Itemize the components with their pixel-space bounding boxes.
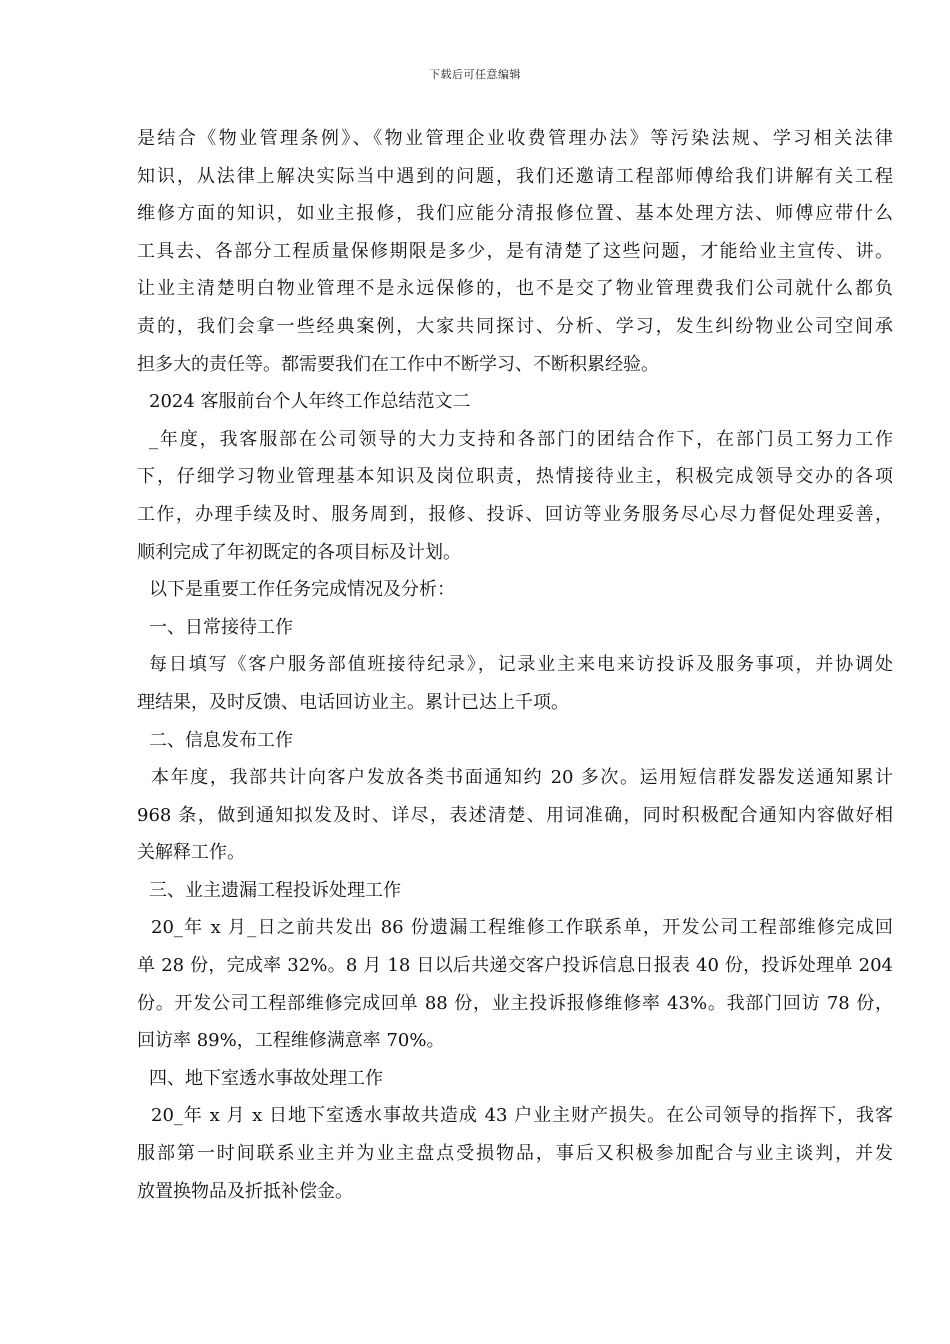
text-line: 理结果，及时反馈、电话回访业主。累计已达上千项。 xyxy=(137,691,569,713)
text-line: 份。开发公司工程部维修完成回单 88 份，业主投诉报修维修率 43%。我部门回访 78 份， xyxy=(137,992,893,1014)
page-header: 下载后可任意编辑 xyxy=(429,68,521,81)
text-line: 知识，从法律上解决实际当中遇到的问题，我们还邀请工程部师傅给我们讲解有关工程 xyxy=(137,165,893,187)
text-line: 工具去、各部分工程质量保修期限是多少，是有清楚了这些问题，才能给业主宣传、讲。 xyxy=(137,240,893,262)
section-heading: 三、业主遗漏工程投诉处理工作 xyxy=(149,879,401,901)
text-line: 工作，办理手续及时、服务周到，报修、投诉、回访等业务服务尽心尽力督促处理妥善， xyxy=(137,503,893,525)
document-body xyxy=(137,120,893,1210)
section-heading: 一、日常接待工作 xyxy=(149,616,293,638)
text-line: 是结合《物业管理条例》、《物业管理企业收费管理办法》等污染法规、学习相关法律 xyxy=(137,128,893,149)
text-line: 以下是重要工作任务完成情况及分析： xyxy=(149,579,455,601)
text-line: 下，仔细学习物业管理基本知识及岗位职责，热情接待业主，积极完成领导交办的各项 xyxy=(137,466,893,488)
text-line: 顺利完成了年初既定的各项目标及计划。 xyxy=(137,541,461,563)
section-heading: 四、地下室透水事故处理工作 xyxy=(149,1067,383,1089)
section-heading: 2024 客服前台个人年终工作总结范文二 xyxy=(149,391,471,413)
text-line: 放置换物品及折抵补偿金。 xyxy=(137,1180,353,1202)
text-line: 关解释工作。 xyxy=(137,842,245,864)
text-line: 20_年 x 月_日之前共发出 86 份遗漏工程维修工作联系单，开发公司工程部维修完成回 xyxy=(151,917,893,939)
text-line: 责的，我们会拿一些经典案例，大家共同探讨、分析、学习，发生纠纷物业公司空间承 xyxy=(137,315,893,337)
text-line: 单 28 份，完成率 32%。8 月 18 日以后共递交客户投诉信息日报表 40 份，投诉处理单 204 xyxy=(137,955,893,977)
section-heading: 二、信息发布工作 xyxy=(149,729,293,751)
text-line: 让业主清楚明白物业管理不是永远保修的，也不是交了物业管理费我们公司就什么都负 xyxy=(137,278,893,300)
text-line: 担多大的责任等。都需要我们在工作中不断学习、不断积累经验。 xyxy=(137,353,659,375)
text-line: 本年度，我部共计向客户发放各类书面通知约 20 多次。运用短信群发器发送通知累计 xyxy=(151,767,893,789)
text-line: 每日填写《客户服务部值班接待纪录》，记录业主来电来访投诉及服务事项，并协调处 xyxy=(149,654,893,676)
text-line: 回访率 89%，工程维修满意率 70%。 xyxy=(137,1030,445,1052)
text-line: 维修方面的知识，如业主报修，我们应能分清报修位置、基本处理方法、师傅应带什么 xyxy=(137,203,893,225)
text-line: 968 条，做到通知拟发及时、详尽，表述清楚、用词准确，同时积极配合通知内容做好相 xyxy=(137,804,893,826)
text-line: _年度，我客服部在公司领导的大力支持和各部门的团结合作下，在部门员工努力工作 xyxy=(149,428,893,450)
text-line: 服部第一时间联系业主并为业主盘点受损物品，事后又积极参加配合与业主谈判，并发 xyxy=(137,1143,893,1165)
text-line: 20_年 x 月 x 日地下室透水事故共造成 43 户业主财产损失。在公司领导的指挥下，我客 xyxy=(151,1105,893,1127)
